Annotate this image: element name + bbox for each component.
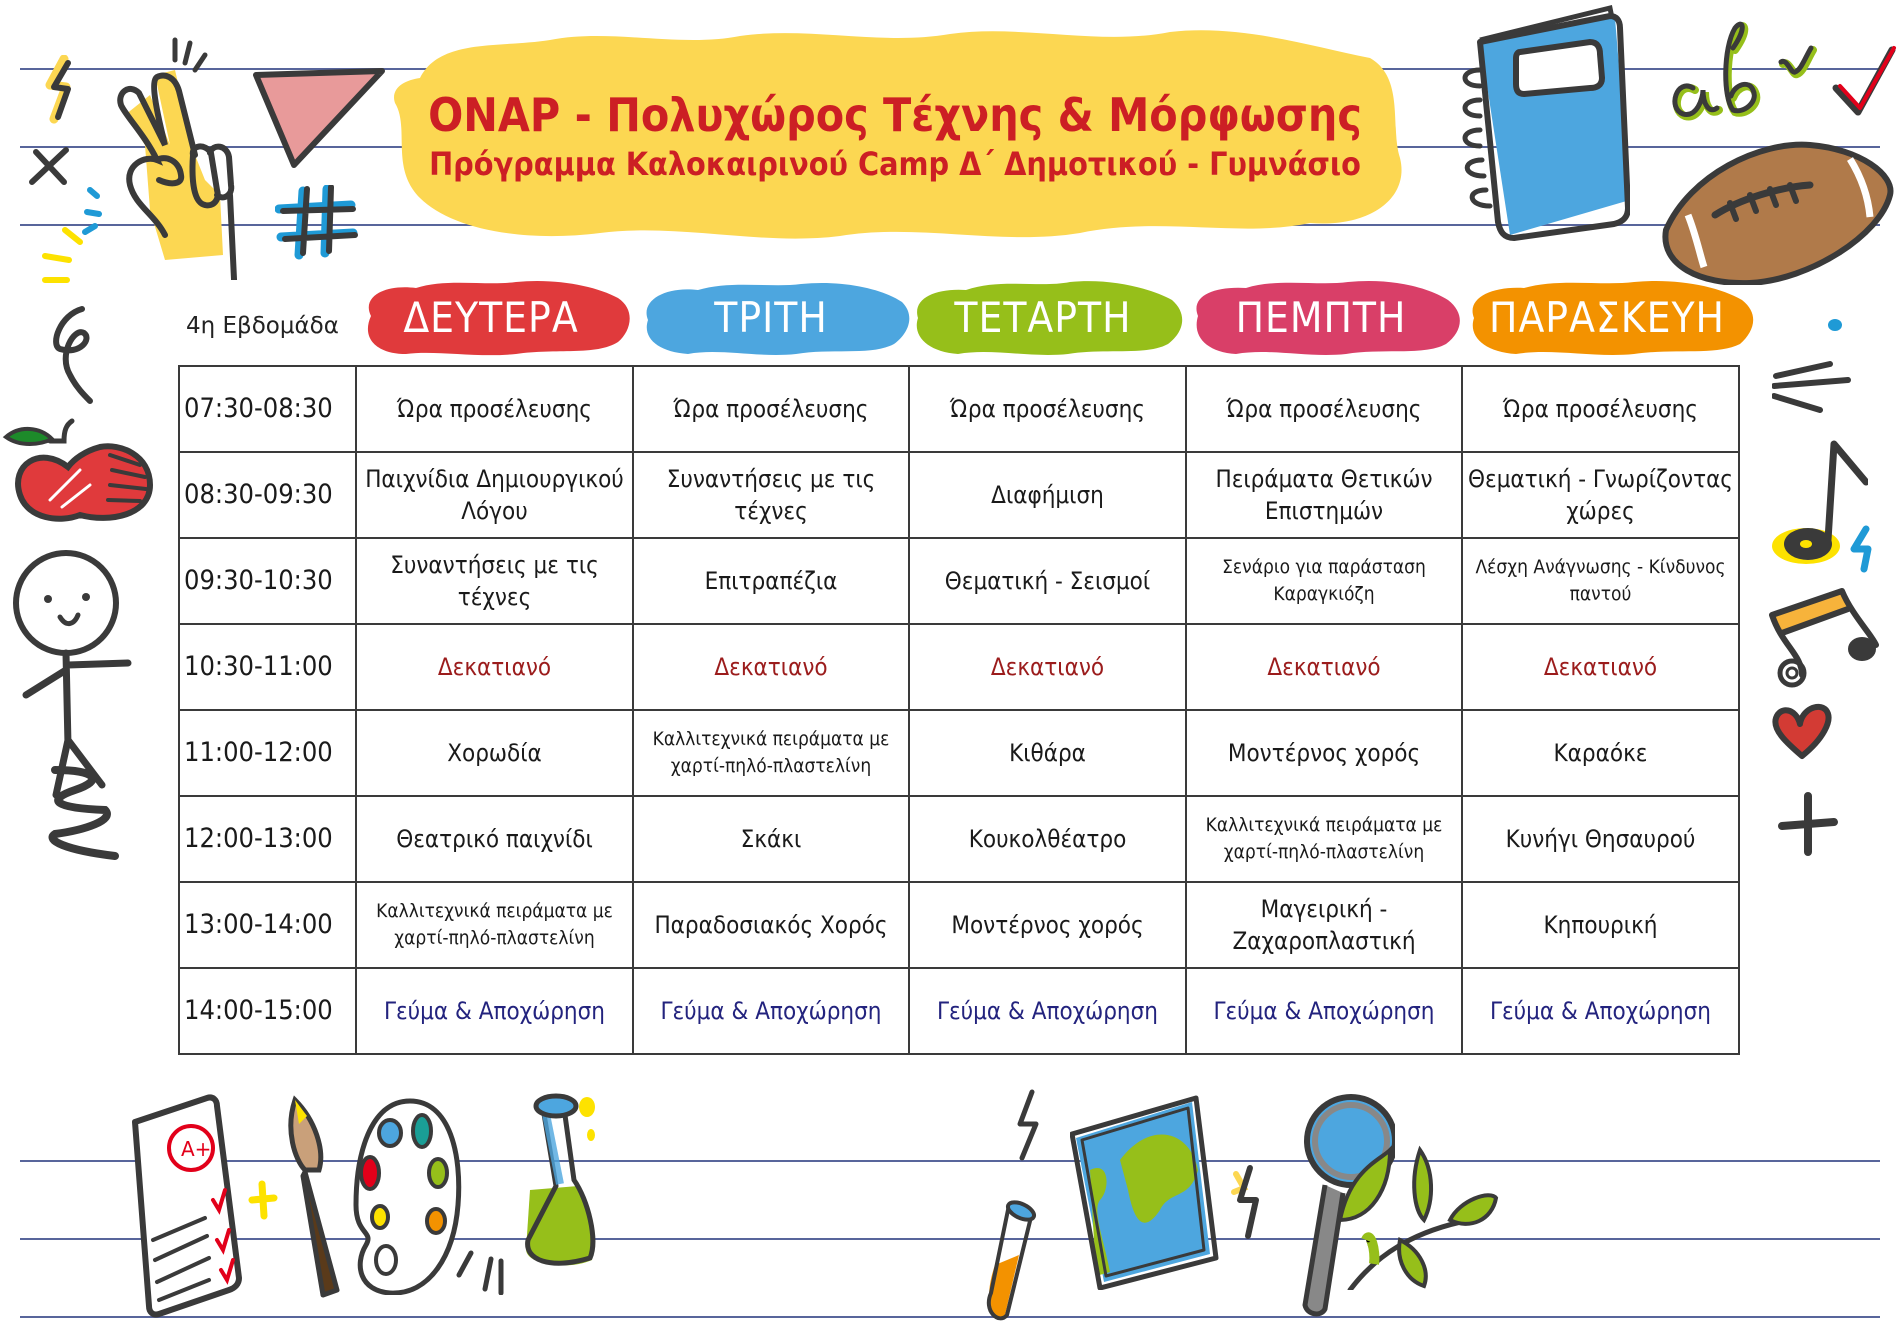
activity-cell-friday: Ώρα προσέλευσης — [1462, 366, 1739, 452]
day-label: ΠΕΜΠΤΗ — [1235, 292, 1407, 342]
activity-cell-friday: Κυνήγι Θησαυρού — [1462, 796, 1739, 882]
time-slot-cell: 08:30-09:30 — [179, 452, 356, 538]
table-row — [179, 366, 1739, 452]
activity-cell-thursday: Μαγειρική - Ζαχαροπλαστική — [1186, 882, 1462, 968]
time-slot-cell: 07:30-08:30 — [179, 366, 356, 452]
graded-paper-icon — [125, 1090, 245, 1320]
svg-text:A+: A+ — [181, 1137, 212, 1161]
time-slot-cell: 13:00-14:00 — [179, 882, 356, 968]
world-map-icon — [1070, 1090, 1220, 1290]
abc-icon — [1665, 20, 1835, 130]
paintbrush-icon — [285, 1090, 355, 1300]
table-row — [179, 624, 1739, 710]
page-title: ΟΝΑΡ - Πολυχώρος Τέχνης & Μόρφωσης — [428, 88, 1362, 142]
activity-cell-friday: Γεύμα & Αποχώρηση — [1462, 968, 1739, 1054]
activity-cell-thursday: Γεύμα & Αποχώρηση — [1186, 968, 1462, 1054]
star-icon — [248, 1180, 278, 1225]
time-slot-cell: 11:00-12:00 — [179, 710, 356, 796]
activity-cell-monday: Συναντήσεις με τις τέχνες — [356, 538, 633, 624]
plus-icon — [1778, 790, 1838, 860]
activity-cell-wednesday: Γεύμα & Αποχώρηση — [909, 968, 1186, 1054]
dot-icon — [1825, 315, 1845, 335]
activity-cell-thursday: Καλλιτεχνικά πειράματα με χαρτί-πηλό-πλαστελίνη — [1186, 796, 1462, 882]
checkmark-icon — [1830, 40, 1900, 120]
activity-cell-tuesday: Συναντήσεις με τις τέχνες — [633, 452, 909, 538]
activity-cell-monday: Θεατρικό παιχνίδι — [356, 796, 633, 882]
motion-lines-icon — [455, 1245, 505, 1295]
lightning-icon — [40, 55, 80, 125]
table-row — [179, 796, 1739, 882]
day-label: ΤΕΤΑΡΤΗ — [954, 292, 1132, 342]
lightning-icon — [1012, 1088, 1042, 1163]
hashtag-icon — [275, 185, 365, 265]
day-header-monday — [356, 276, 626, 358]
activity-cell-tuesday: Δεκατιανό — [633, 624, 909, 710]
activity-cell-tuesday: Ώρα προσέλευσης — [633, 366, 909, 452]
day-header-wednesday — [908, 276, 1178, 358]
time-slot-cell: 12:00-13:00 — [179, 796, 356, 882]
schedule-table — [178, 365, 1740, 1055]
activity-cell-tuesday: Επιτραπέζια — [633, 538, 909, 624]
activity-cell-monday: Γεύμα & Αποχώρηση — [356, 968, 633, 1054]
activity-cell-wednesday: Δεκατιανό — [909, 624, 1186, 710]
activity-cell-wednesday: Κουκολθέατρο — [909, 796, 1186, 882]
day-header-tuesday — [636, 276, 906, 358]
double-music-note-icon — [1762, 585, 1882, 695]
lightning-icon — [1848, 525, 1878, 575]
activity-cell-monday: Παιχνίδια Δημιουργικού Λόγου — [356, 452, 633, 538]
day-label: ΤΡΙΤΗ — [714, 292, 828, 342]
day-label: ΔΕΥΤΕΡΑ — [403, 292, 579, 342]
football-icon — [1660, 135, 1900, 285]
activity-cell-monday: Καλλιτεχνικά πειράματα με χαρτί-πηλό-πλαστελίνη — [356, 882, 633, 968]
activity-cell-tuesday: Καλλιτεχνικά πειράματα με χαρτί-πηλό-πλαστελίνη — [633, 710, 909, 796]
day-header-thursday — [1186, 276, 1456, 358]
header — [380, 88, 1410, 184]
activity-cell-wednesday: Ώρα προσέλευσης — [909, 366, 1186, 452]
table-row — [179, 710, 1739, 796]
time-slot-cell: 10:30-11:00 — [179, 624, 356, 710]
time-slot-cell: 14:00-15:00 — [179, 968, 356, 1054]
leaf-branch-icon — [1320, 1140, 1500, 1290]
activity-cell-monday: Δεκατιανό — [356, 624, 633, 710]
table-row — [179, 538, 1739, 624]
activity-cell-friday: Καραόκε — [1462, 710, 1739, 796]
activity-cell-wednesday: Κιθάρα — [909, 710, 1186, 796]
pennant-icon — [250, 65, 390, 175]
day-label: ΠΑΡΑΣΚΕΥΗ — [1489, 292, 1725, 342]
time-slot-cell: 09:30-10:30 — [179, 538, 356, 624]
activity-cell-thursday: Πειράματα Θετικών Επιστημών — [1186, 452, 1462, 538]
table-row — [179, 968, 1739, 1054]
activity-cell-wednesday: Διαφήμιση — [909, 452, 1186, 538]
activity-cell-thursday: Σενάριο για παράσταση Καραγκιόζη — [1186, 538, 1462, 624]
activity-cell-monday: Χορωδία — [356, 710, 633, 796]
test-tube-icon — [985, 1195, 1045, 1322]
activity-cell-tuesday: Γεύμα & Αποχώρηση — [633, 968, 909, 1054]
activity-cell-thursday: Μοντέρνος χορός — [1186, 710, 1462, 796]
table-row — [179, 452, 1739, 538]
heart-icon — [1768, 700, 1838, 765]
activity-cell-tuesday: Σκάκι — [633, 796, 909, 882]
swirl-icon — [40, 305, 100, 405]
peace-hand-icon — [95, 35, 245, 280]
activity-cell-wednesday: Θεματική - Σεισμοί — [909, 538, 1186, 624]
activity-cell-thursday: Ώρα προσέλευσης — [1186, 366, 1462, 452]
week-label: 4η Εβδομάδα — [186, 313, 339, 339]
lightning-icon — [1230, 1160, 1270, 1240]
activity-cell-monday: Ώρα προσέλευσης — [356, 366, 633, 452]
notebook-icon — [1440, 0, 1630, 245]
bubbles-icon — [575, 1095, 605, 1145]
table-row — [179, 882, 1739, 968]
activity-cell-friday: Δεκατιανό — [1462, 624, 1739, 710]
paint-palette-icon — [350, 1095, 465, 1295]
activity-cell-friday: Θεματική - Γνωρίζοντας χώρες — [1462, 452, 1739, 538]
activity-cell-friday: Λέσχη Ανάγνωσης - Κίνδυνος παντού — [1462, 538, 1739, 624]
squiggle-icon — [35, 760, 125, 870]
apple-icon — [0, 415, 160, 525]
rule-line — [20, 1316, 1880, 1318]
lines-icon — [1772, 360, 1862, 420]
day-header-friday — [1462, 276, 1732, 358]
activity-cell-thursday: Δεκατιανό — [1186, 624, 1462, 710]
page-subtitle: Πρόγραμμα Καλοκαιρινού Camp Δ΄ Δημοτικού - Γυμνάσιο — [429, 145, 1361, 183]
activity-cell-tuesday: Παραδοσιακός Χορός — [633, 882, 909, 968]
activity-cell-friday: Κηπουρική — [1462, 882, 1739, 968]
activity-cell-wednesday: Μοντέρνος χορός — [909, 882, 1186, 968]
